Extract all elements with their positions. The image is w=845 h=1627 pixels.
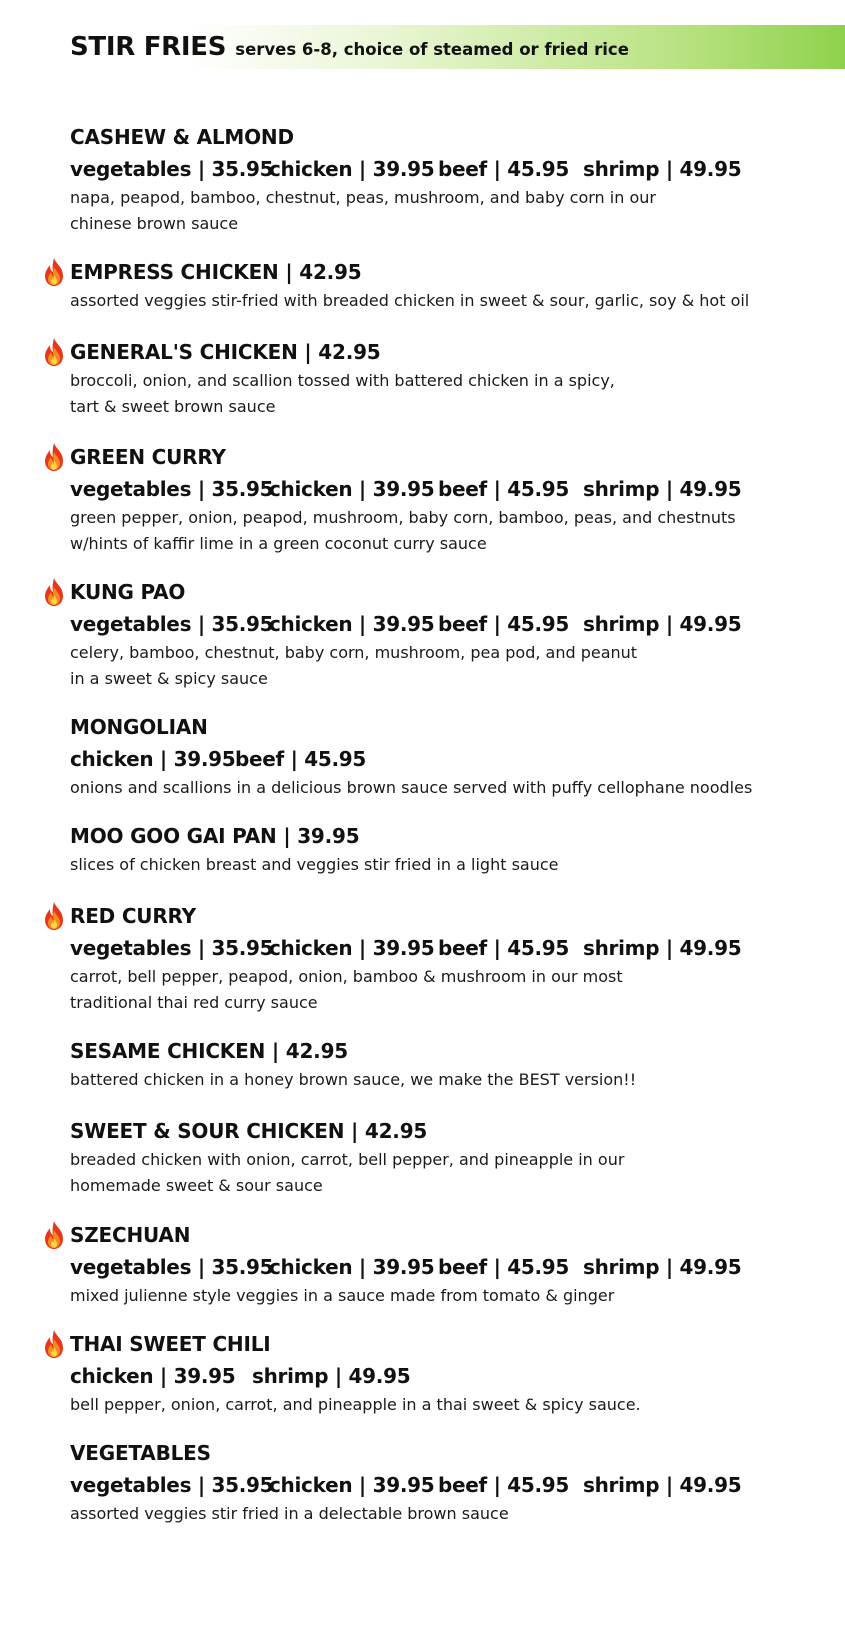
spicy-flame-icon (42, 337, 66, 367)
menu-item (70, 576, 840, 692)
description-line: carrot, bell pepper, peapod, onion, bamboo & mushroom in our most (70, 967, 623, 986)
price-option: beef | 45.95 (438, 936, 570, 960)
menu-item-prices (70, 743, 840, 775)
menu-item (70, 711, 840, 801)
description-line: chinese brown sauce (70, 214, 239, 233)
price-option: shrimp | 49.95 (252, 1364, 411, 1388)
menu-item (70, 1437, 840, 1527)
description-line: breaded chicken with onion, carrot, bell pepper, and pineapple in our (70, 1150, 625, 1169)
menu-item (70, 336, 840, 420)
menu-item-title: SESAME CHICKEN | 42.95 (70, 1039, 349, 1063)
price-option: chicken | 39.95 (269, 936, 435, 960)
menu-item-prices (70, 608, 840, 640)
description-line: broccoli, onion, and scallion tossed with battered chicken in a spicy, (70, 371, 615, 390)
menu-item-description (70, 288, 840, 314)
description-line: assorted veggies stir-fried with breaded chicken in sweet & sour, garlic, soy & hot oil (70, 291, 750, 310)
description-line: onions and scallions in a delicious brown sauce served with puffy cellophane noodles (70, 778, 753, 797)
menu-item-description (70, 640, 840, 692)
menu-item-title: VEGETABLES (70, 1441, 211, 1465)
price-option: shrimp | 49.95 (583, 1255, 742, 1279)
price-option: chicken | 39.95 (269, 1255, 435, 1279)
price-option: shrimp | 49.95 (583, 477, 742, 501)
menu-item (70, 1219, 840, 1309)
price-option: shrimp | 49.95 (583, 157, 742, 181)
description-line: homemade sweet & sour sauce (70, 1176, 323, 1195)
price-option: chicken | 39.95 (269, 157, 435, 181)
menu-item-description (70, 368, 840, 420)
spicy-flame-icon (42, 1329, 66, 1359)
menu-item-description (70, 1283, 840, 1309)
price-option: vegetables | 35.95 (70, 1473, 274, 1497)
menu-item-description (70, 1501, 840, 1527)
menu-item-title: SZECHUAN (70, 1223, 191, 1247)
menu-item (70, 121, 840, 237)
price-option: chicken | 39.95 (269, 1473, 435, 1497)
spicy-flame-icon (42, 577, 66, 607)
menu-item (70, 900, 840, 1016)
menu-item-prices (70, 1469, 840, 1501)
price-option: chicken | 39.95 (269, 477, 435, 501)
menu-item-title: CASHEW & ALMOND (70, 125, 294, 149)
price-option: shrimp | 49.95 (583, 1473, 742, 1497)
menu-item-description (70, 185, 840, 237)
menu-item-description (70, 1067, 840, 1093)
spicy-flame-icon (42, 901, 66, 931)
menu-item (70, 1035, 840, 1093)
menu-item-prices (70, 932, 840, 964)
menu-item-description (70, 964, 840, 1016)
price-option: beef | 45.95 (438, 1473, 570, 1497)
description-line: in a sweet & spicy sauce (70, 669, 268, 688)
price-option: chicken | 39.95 (269, 612, 435, 636)
description-line: green pepper, onion, peapod, mushroom, baby corn, bamboo, peas, and chestnuts (70, 508, 736, 527)
spicy-flame-icon (42, 257, 66, 287)
section-header (70, 30, 629, 67)
menu-item-prices (70, 473, 840, 505)
menu-item-description (70, 1147, 840, 1199)
section-subtitle: serves 6-8, choice of steamed or fried rice (235, 40, 629, 59)
price-option: beef | 45.95 (438, 612, 570, 636)
price-option: vegetables | 35.95 (70, 612, 274, 636)
menu-item-prices (70, 1360, 840, 1392)
menu-item-title: THAI SWEET CHILI (70, 1332, 271, 1356)
menu-item-title: MONGOLIAN (70, 715, 208, 739)
menu-item-title: GREEN CURRY (70, 445, 226, 469)
menu-item (70, 441, 840, 557)
price-option: beef | 45.95 (438, 1255, 570, 1279)
price-option: beef | 45.95 (438, 157, 570, 181)
menu-item (70, 820, 840, 878)
description-line: slices of chicken breast and veggies stir fried in a light sauce (70, 855, 559, 874)
menu-item-description (70, 505, 840, 557)
menu-item-description (70, 775, 840, 801)
menu-item-title: GENERAL'S CHICKEN | 42.95 (70, 340, 381, 364)
description-line: bell pepper, onion, carrot, and pineapple in a thai sweet & spicy sauce. (70, 1395, 641, 1414)
description-line: tart & sweet brown sauce (70, 397, 276, 416)
menu-item-description (70, 852, 840, 878)
spicy-flame-icon (42, 442, 66, 472)
price-option: shrimp | 49.95 (583, 612, 742, 636)
menu-item-title: EMPRESS CHICKEN | 42.95 (70, 260, 362, 284)
price-option: vegetables | 35.95 (70, 936, 274, 960)
menu-item-title: RED CURRY (70, 904, 196, 928)
description-line: celery, bamboo, chestnut, baby corn, mushroom, pea pod, and peanut (70, 643, 638, 662)
menu-item-prices (70, 1251, 840, 1283)
description-line: napa, peapod, bamboo, chestnut, peas, mushroom, and baby corn in our (70, 188, 656, 207)
price-option: beef | 45.95 (438, 477, 570, 501)
menu-item (70, 1115, 840, 1199)
price-option: beef | 45.95 (235, 747, 367, 771)
price-option: shrimp | 49.95 (583, 936, 742, 960)
price-option: vegetables | 35.95 (70, 1255, 274, 1279)
description-line: assorted veggies stir fried in a delectable brown sauce (70, 1504, 509, 1523)
description-line: battered chicken in a honey brown sauce, we make the BEST version!! (70, 1070, 637, 1089)
price-option: chicken | 39.95 (70, 747, 236, 771)
menu-item-title: SWEET & SOUR CHICKEN | 42.95 (70, 1119, 428, 1143)
section-title: STIR FRIES (70, 32, 227, 62)
menu-item (70, 1328, 840, 1418)
description-line: w/hints of kaffir lime in a green coconut curry sauce (70, 534, 487, 553)
description-line: mixed julienne style veggies in a sauce made from tomato & ginger (70, 1286, 615, 1305)
menu-item-prices (70, 153, 840, 185)
price-option: vegetables | 35.95 (70, 157, 274, 181)
menu-item (70, 256, 840, 314)
menu-item-description (70, 1392, 840, 1418)
price-option: vegetables | 35.95 (70, 477, 274, 501)
menu-item-title: KUNG PAO (70, 580, 186, 604)
description-line: traditional thai red curry sauce (70, 993, 318, 1012)
spicy-flame-icon (42, 1220, 66, 1250)
menu-item-title: MOO GOO GAI PAN | 39.95 (70, 824, 360, 848)
price-option: chicken | 39.95 (70, 1364, 236, 1388)
